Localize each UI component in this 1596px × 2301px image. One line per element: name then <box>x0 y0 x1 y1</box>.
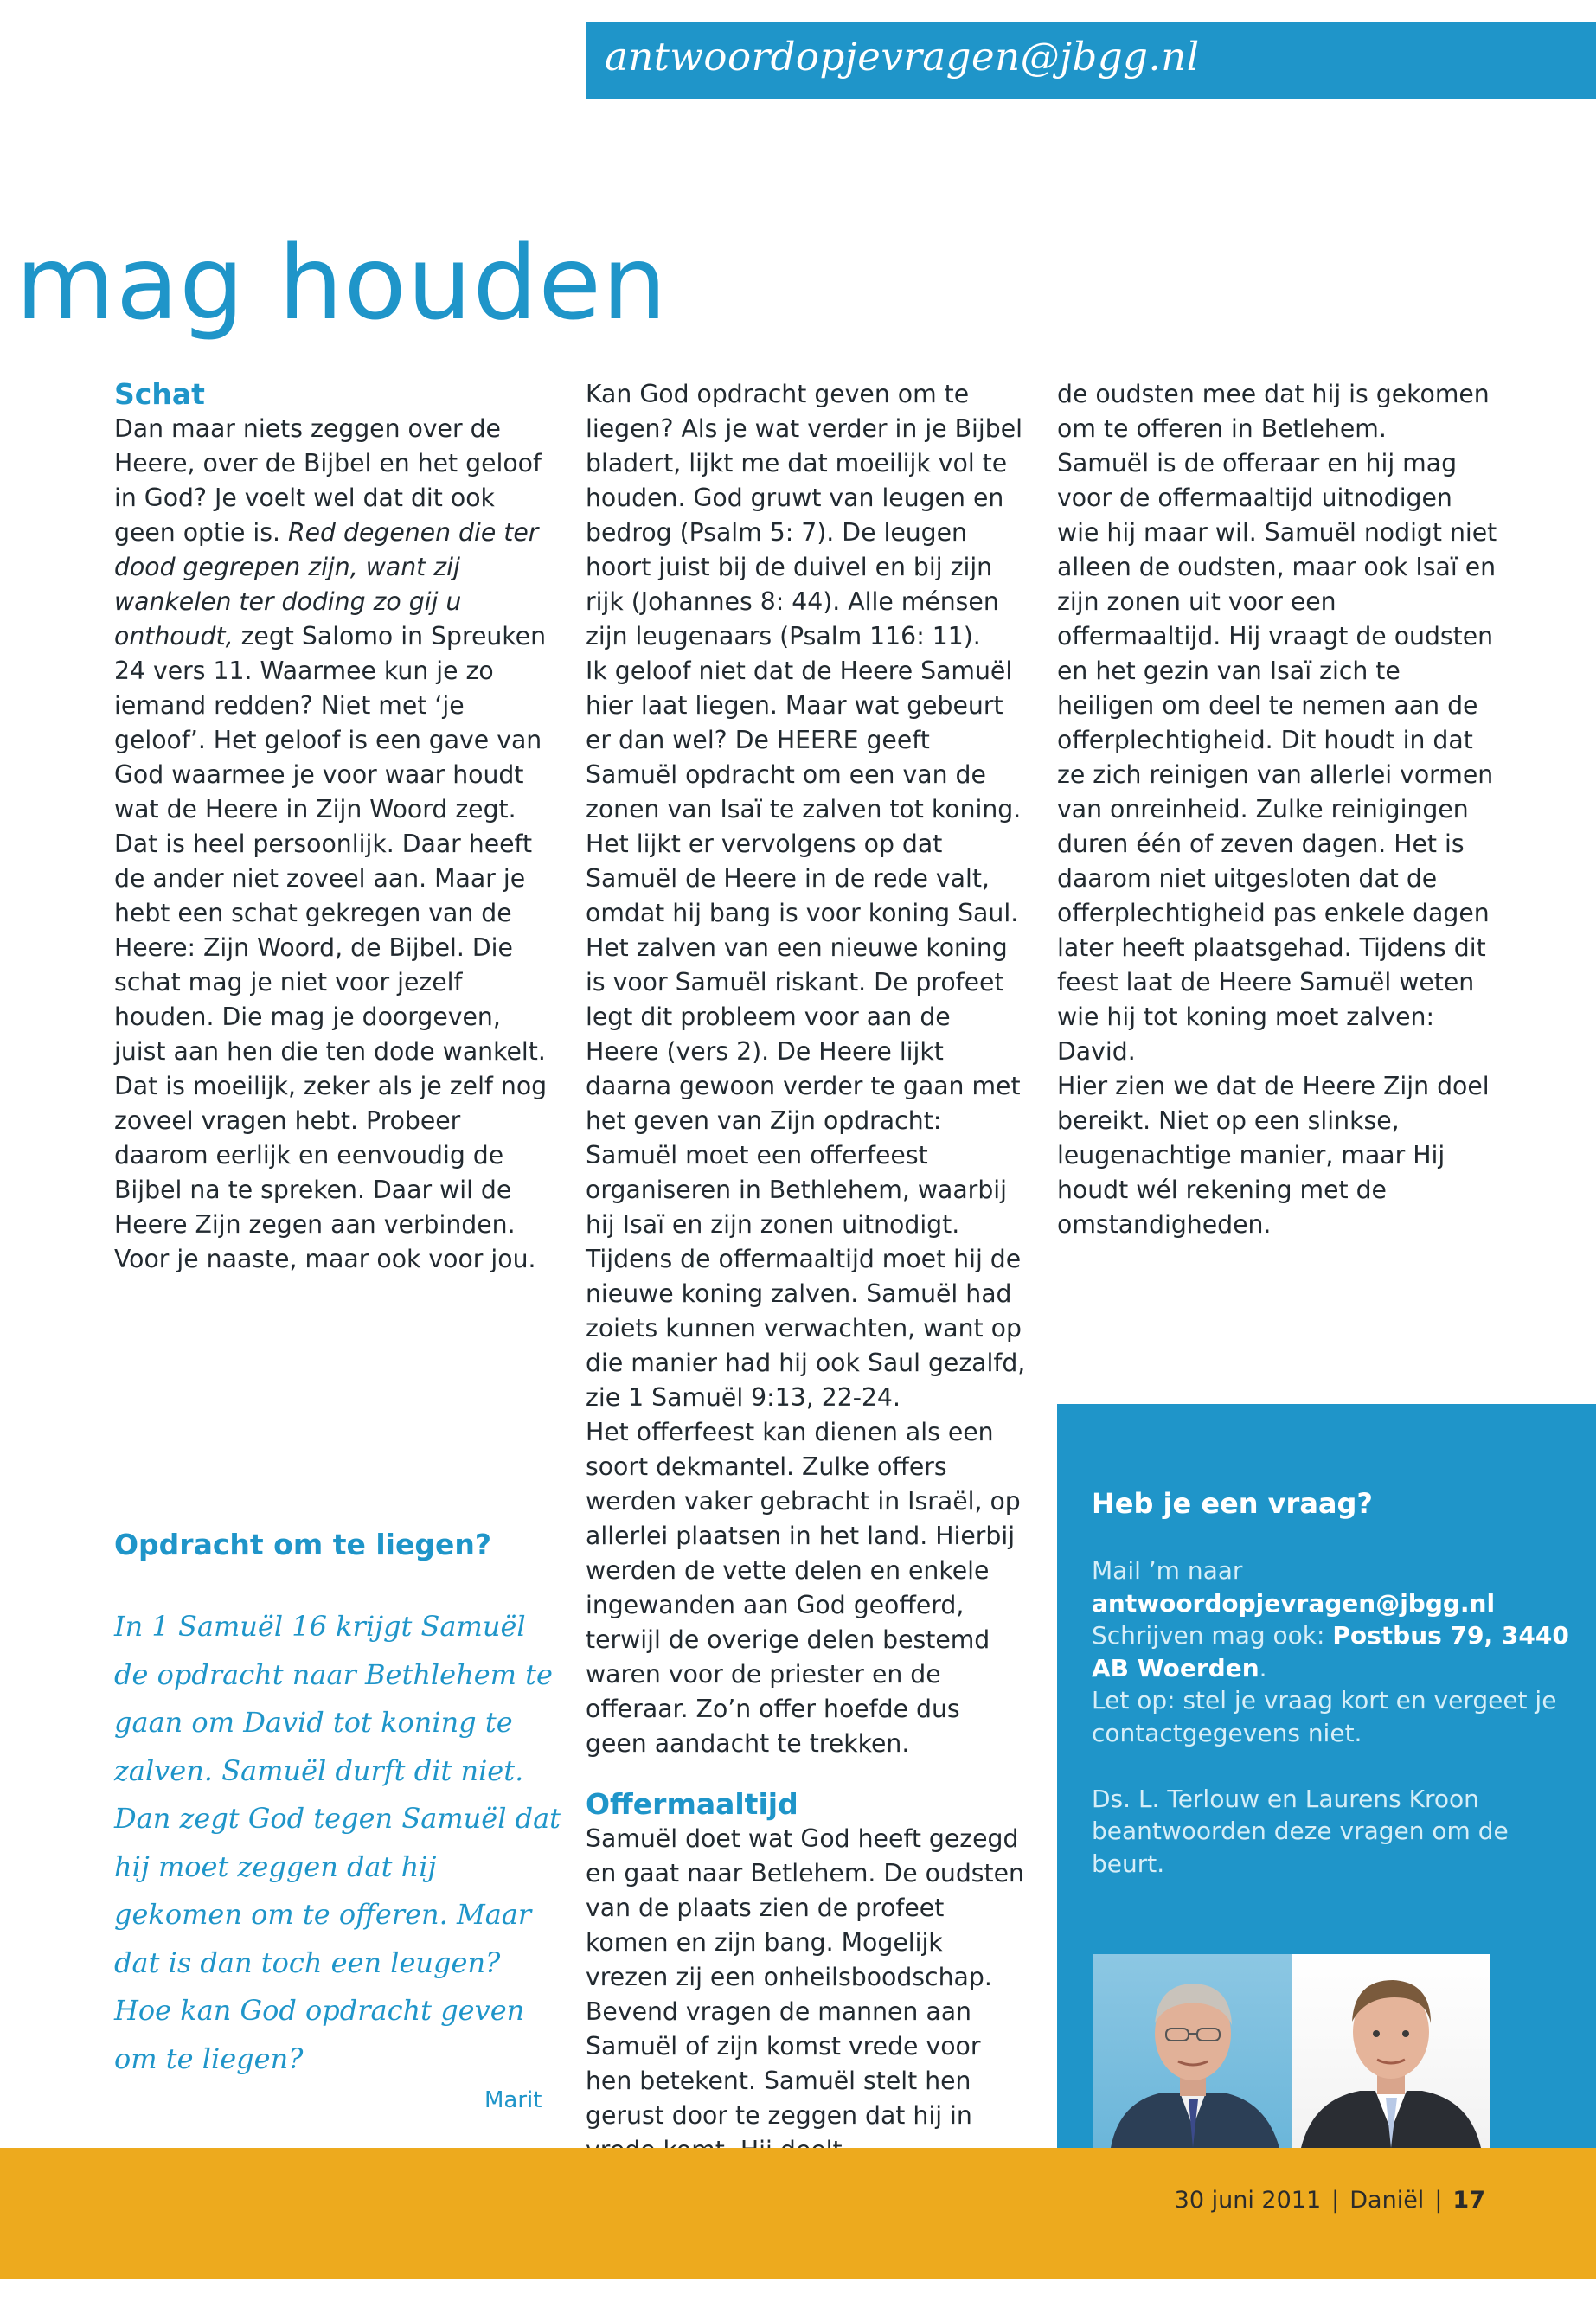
paragraph-schat <box>114 412 548 1277</box>
infobox-period: . <box>1259 1653 1267 1682</box>
infobox-email-link[interactable]: antwoordopjevragen@jbgg.nl <box>1092 1588 1496 1618</box>
paragraph: Samuël doet wat God heeft gezegd en gaat naar Betlehem. De oudsten van de plaats zien de profeet komen en zijn bang. Mogelijk vrezen zij een onheilsboodschap. Bevend vragen de mannen aan Samuël of zijn komst vrede voor hen betekent. Samuël stelt hen gerust door te zeggen dat hij in <box>586 1824 1024 2130</box>
author-photo-terlouw <box>1093 1954 1292 2148</box>
infobox-authors: Ds. L. Terlouw en Laurens Kroon beantwoorden deze vragen om de beurt. <box>1092 1784 1509 1878</box>
page-number: 17 <box>1452 2187 1485 2214</box>
column-3 <box>1057 377 1500 1242</box>
article-headline: mag houden <box>16 223 668 343</box>
question-block <box>114 1528 548 1562</box>
infobox-address-label: Schrijven mag ook: <box>1092 1621 1333 1650</box>
section-heading-schat: Schat <box>114 377 205 411</box>
column-2 <box>586 377 1029 2168</box>
issue-date: 30 juni 2011 <box>1174 2187 1322 2214</box>
author-photo-kroon <box>1292 1954 1490 2148</box>
infobox-note: Let op: stel je vraag kort en vergeet je contactgegevens niet. <box>1092 1686 1557 1747</box>
magazine-name: Daniël <box>1349 2187 1425 2214</box>
paragraph-schat-text-b: zegt Salomo in Spreuken 24 vers 11. Waarmee kun je zo iemand redden? Niet met ‘je geloof’. Het geloof is een gave van God waarmee je voor waar houdt wat de Heere in Zijn Woord zegt. Dat is heel persoonlijk. Daar heeft de ander niet zoveel aan. Maar je hebt een schat gekregen van de Heere: Zijn Woord, de Bijbel. Die schat mag je niet voor jezelf houden. Die mag je doorgeven, juist aan hen die ten dode wankelt. Dat is moeilijk, zeker als je zelf nog zoveel vragen hebt. Probeer daarom eerlijk en eenvoudig de Bijbel na te spreken. Daar wil de Heere Zijn zegen aan verbinden. Voor je naaste, maar ook voor jou. <box>114 622 548 1273</box>
column-1 <box>114 377 548 1277</box>
infobox-address: Postbus 79, 3440 AB Woerden <box>1092 1621 1569 1682</box>
portrait-illustration <box>1292 1954 1490 2148</box>
bible-quote: Red degenen die ter dood gegrepen zijn, want zij wankelen ter doding zo gij u onthoudt, <box>114 518 539 651</box>
footer-bar <box>0 2148 1596 2279</box>
paragraph: Hier zien we dat de Heere Zijn doel bereikt. Niet op een slinkse, leugenachtige manier, maar Hij houdt wél rekening met de omstandigheden. <box>1057 1072 1490 1239</box>
paragraph-schat-text-a: Dan maar niets zeggen over de Heere, over de Bijbel en het geloof in God? Je voelt wel dat dit ook geen optie is. <box>114 414 542 547</box>
infobox-body <box>1092 1554 1576 1880</box>
paragraph: de oudsten mee dat hij is gekomen om te offeren in Betlehem. <box>1057 380 1490 443</box>
paragraph: Ik geloof niet dat de Heere Samuël hier laat liegen. Maar wat gebeurt er dan wel? De HEERE geeft Samuël opdracht om een van de zonen van Isaï te zalven tot koning. Het lijkt er vervolgens op dat Samuël de Heere in de rede valt, omdat hij bang is voor koning Saul. Het zalven van een nieuwe koning is voor Samuël riskant. De profeet legt dit probleem voor aan de Heere (vers 2). De Heere lijkt daarna gewoon verder te gaan met het geven van Zijn opdracht: Samuël moet een offerfeest organiseren in Bethlehem, waarbij hij Isaï en zijn zonen uitnodigt. Tijdens de offermaaltijd moet hij de nieuwe koning zalven. Samuël had zoiets kunnen verwachten, want op die manier had hij ook Saul gezalfd, zie 1 Samuël 9:13, 22-24. <box>586 657 1026 1412</box>
paragraph: Kan God opdracht geven om te liegen? Als je wat verder in je Bijbel bladert, lijkt me dat moeilijk vol te houden. God gruwt van leugen en bedrog (Psalm 5: 7). De leugen hoort juist bij de duivel en bij zijn rijk (Johannes 8: 44). Alle ménsen zijn leugenaars (Psalm 116: 11). <box>586 380 1022 651</box>
section-heading-offermaaltijd: Offermaaltijd <box>586 1787 798 1821</box>
paragraph: Het offerfeest kan dienen als een soort dekmantel. Zulke offers werden vaker gebracht in Israël, op allerlei plaatsen in het land. Hierbij werden de vette delen en enkele ingewanden aan God geofferd, terwijl de overige delen bestemd waren voor de priester en de offeraar. Zo’n offer hoefde dus geen aandacht te trekken. <box>586 1418 1021 1758</box>
infobox-mail-label: Mail ’m naar <box>1092 1556 1243 1585</box>
paragraph: Samuël is de offeraar en hij mag voor de offermaaltijd uitnodigen wie hij maar wil. Samuël nodigt niet alleen de oudsten, maar ook Isaï en zijn zonen uit voor een offermaaltijd. Hij vraagt de oudsten en het gezin van Isaï zich te heiligen om deel te nemen aan de offerplechtigheid. Dit houdt in dat ze zich reinigen van allerlei vormen van onreinheid. Zulke reinigingen duren één of zeven dagen. Het is daarom niet uitgesloten dat de offerplechtigheid pas enkele dagen later heeft plaatsgehad. Tijdens dit feest laat de Heere Samuël weten wie hij tot koning moet zalven: David. <box>1057 449 1497 1066</box>
footer-meta <box>1175 2187 1485 2214</box>
reader-question: In 1 Samuël 16 krijgt Samuël de opdracht naar Bethlehem te gaan om David tot koning te zalven. Samuël durft dit niet. Dan zegt God tegen Samuël dat hij moet zeggen dat hij gekomen om te offeren. Maar dat is dan toch een leugen? Hoe kan God opdracht geven om te liegen? <box>114 1610 561 2075</box>
separator: | <box>1434 2187 1443 2214</box>
email-banner <box>586 22 1596 99</box>
email-banner-address[interactable]: antwoordopjevragen@jbgg.nl <box>605 34 1200 80</box>
portrait-illustration <box>1093 1954 1292 2148</box>
question-signature: Marit <box>484 2087 542 2113</box>
infobox-title: Heb je een vraag? <box>1092 1487 1373 1520</box>
question-heading: Opdracht om te liegen? <box>114 1528 491 1561</box>
contact-infobox <box>1057 1404 1596 2148</box>
separator: | <box>1331 2187 1340 2214</box>
